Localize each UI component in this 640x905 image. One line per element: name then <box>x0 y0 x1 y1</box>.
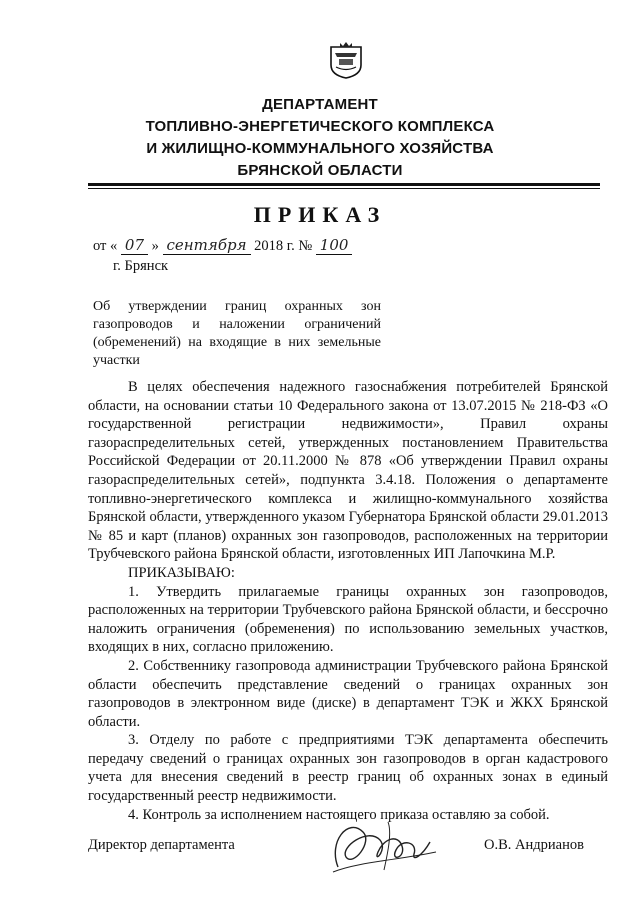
date-mid: » <box>151 238 159 254</box>
header-divider-thick <box>88 183 600 186</box>
signatory-name: О.В. Андрианов <box>484 837 584 853</box>
header-line: БРЯНСКОЙ ОБЛАСТИ <box>237 162 403 179</box>
date-day: 07 <box>121 236 148 255</box>
order-subject: Об утверждении границ охранных зон газопроводов и наложении ограничений (обременений) на входящие в них земельные участки <box>93 299 381 368</box>
signatory-role: Директор департамента <box>88 837 235 853</box>
order-item: 2. Собственнику газопровода администрации Трубчевского района Брянской области обеспечить представление сведений о границах охранных зон газопроводов в электронном виде (диске) в департамент ТЭК и ЖКХ Брянской области. <box>88 657 608 730</box>
header-line: ДЕПАРТАМЕНТ <box>262 96 378 113</box>
handwritten-signature <box>318 812 448 884</box>
header-line: И ЖИЛИЩНО-КОММУНАЛЬНОГО ХОЗЯЙСТВА <box>146 140 494 157</box>
header-line: ТОПЛИВНО-ЭНЕРГЕТИЧЕСКОГО КОМПЛЕКСА <box>145 118 495 135</box>
document-type-title: ПРИКАЗ <box>253 202 387 227</box>
order-word: ПРИКАЗЫВАЮ: <box>128 564 235 581</box>
order-item: 1. Утвердить прилагаемые границы охранных зон газопроводов, расположенных на территории Трубчевского района Брянской области, и бессрочно наложить ограничения (обременения) по использованию земельных участков, входящих в них, согласно приложению. <box>88 583 608 656</box>
order-item: 3. Отделу по работе с предприятиями ТЭК департамента обеспечить передачу сведений о границах охранных зон газопроводов в орган кадастрового учета для внесения сведений в реестр границ об охранных зонах в единый государственный реестр недвижимости. <box>88 732 608 805</box>
date-year: 2018 г. <box>254 238 295 254</box>
order-number: 100 <box>316 236 353 255</box>
order-body <box>88 378 608 824</box>
order-item: 4. Контроль за исполнением настоящего приказа оставляю за собой. <box>128 806 550 823</box>
order-dateline <box>93 236 352 255</box>
city: г. Брянск <box>113 258 169 274</box>
department-header <box>0 94 640 182</box>
date-prefix: от « <box>93 238 118 254</box>
preamble-paragraph: В целях обеспечения надежного газоснабжения потребителей Брянской области, на основании статьи 10 Федерального закона от 13.07.2015 № 218-ФЗ «О государственной регистрации недвижимости», Правил охраны газораспределительных сетей, утвержденных постановлением Правительства Российской Федерации от 20.11.2000 № 878 «Об утверждении Правил охраны газораспределительных сетей», подпункта 3.4.18. Положения о департаменте топливно-энергетического комплекса и жилищно-коммунального хозяйства Брянской области, утвержденного указом Губернатора Брянской области 29.01.2013 № 85 и карт (планов) охранных зон газопроводов, расположенных на территории Трубчевского района Брянской области, изготовленных ИП Лапочкина М.Р. <box>88 379 608 563</box>
coat-of-arms-emblem <box>327 41 365 79</box>
number-label: № <box>298 238 313 254</box>
header-divider-thin <box>88 188 600 189</box>
date-month: сентября <box>163 236 251 255</box>
